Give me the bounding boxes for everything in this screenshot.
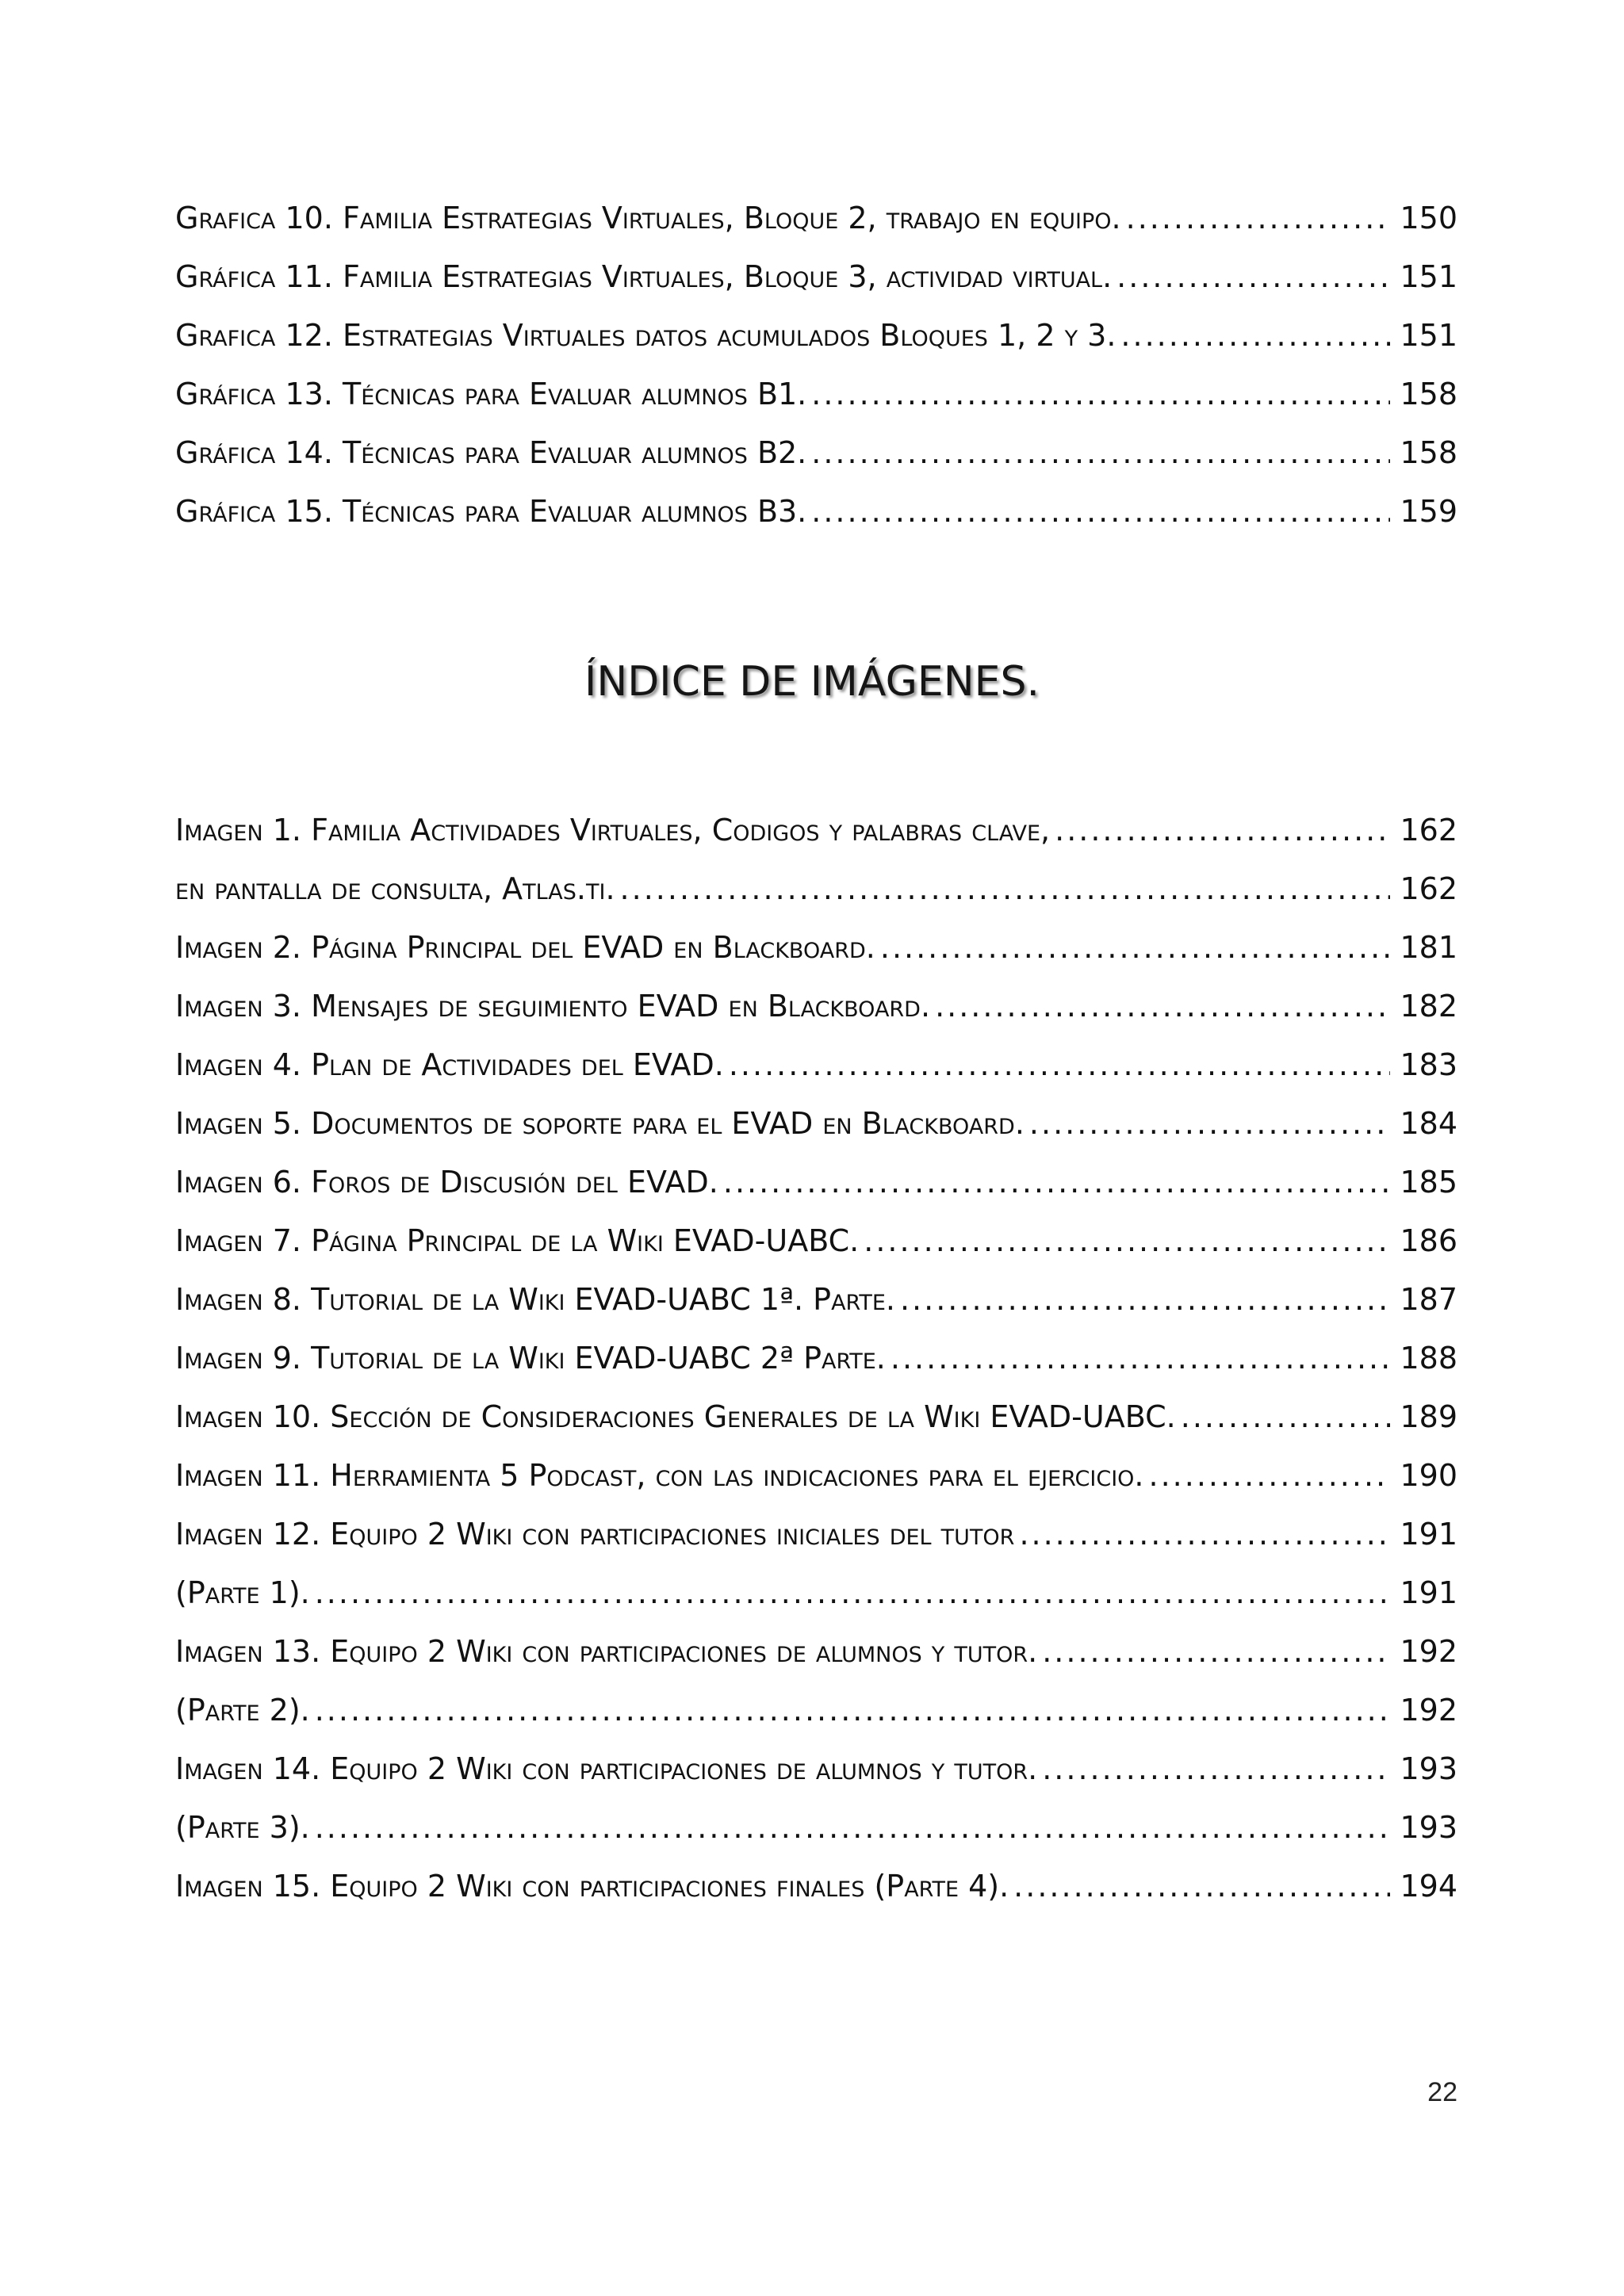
toc-entry-label: Imagen 2. Página Principal del EVAD en Blackboard. <box>175 930 875 965</box>
dot-leader <box>1019 1505 1390 1563</box>
toc-entry-page-number: 193 <box>1400 1751 1457 1786</box>
grafica-entry[interactable] <box>175 306 1457 365</box>
toc-entry-label: Imagen 10. Sección de Consideraciones Generales de la Wiki EVAD-UABC. <box>175 1399 1176 1434</box>
toc-entry-label: Gráfica 14. Técnicas para Evaluar alumnos B2. <box>175 435 807 470</box>
grafica-entry[interactable] <box>175 365 1457 423</box>
toc-entry-page-number: 150 <box>1400 201 1457 235</box>
toc-entry-page-number: 151 <box>1400 259 1457 294</box>
dot-leader <box>864 1211 1390 1270</box>
toc-entry-label: Grafica 10. Familia Estrategias Virtuales, Bloque 2, trabajo en equipo. <box>175 201 1121 235</box>
dot-leader <box>729 1035 1391 1094</box>
grafica-entry[interactable] <box>175 189 1457 247</box>
imagen-entry[interactable] <box>175 801 1457 859</box>
dot-leader <box>811 365 1390 423</box>
imagen-entry[interactable] <box>175 1446 1457 1505</box>
toc-entry-page-number: 190 <box>1400 1458 1457 1493</box>
toc-entry-label: Gráfica 15. Técnicas para Evaluar alumnos B3. <box>175 494 807 529</box>
toc-entry-page-number: 186 <box>1400 1223 1457 1258</box>
dot-leader <box>891 1329 1391 1387</box>
toc-entry-label: (Parte 3). <box>175 1810 310 1845</box>
toc-entry-label: Imagen 5. Documentos de soporte para el EVAD en Blackboard. <box>175 1106 1025 1141</box>
dot-leader <box>880 918 1391 977</box>
toc-entry-page-number: 189 <box>1400 1399 1457 1434</box>
imagen-entry[interactable] <box>175 1681 1457 1739</box>
dot-leader <box>315 1798 1391 1857</box>
toc-entry-label: (Parte 1). <box>175 1575 310 1610</box>
imagen-entry[interactable] <box>175 1035 1457 1094</box>
section-title: ÍNDICE DE IMÁGENES. <box>584 658 1040 706</box>
graficas-index-list <box>175 189 1457 541</box>
toc-entry-label: Grafica 12. Estrategias Virtuales datos acumulados Bloques 1, 2 y 3. <box>175 318 1116 353</box>
toc-entry-page-number: 193 <box>1400 1810 1457 1845</box>
dot-leader <box>620 859 1391 918</box>
toc-entry-label: (Parte 2). <box>175 1693 310 1728</box>
toc-entry-page-number: 192 <box>1400 1693 1457 1728</box>
toc-entry-page-number: 158 <box>1400 435 1457 470</box>
toc-entry-label: Imagen 4. Plan de Actividades del EVAD. <box>175 1047 724 1082</box>
imagen-entry[interactable] <box>175 1211 1457 1270</box>
toc-entry-page-number: 191 <box>1400 1575 1457 1610</box>
imagen-entry[interactable] <box>175 1798 1457 1857</box>
grafica-entry[interactable] <box>175 423 1457 482</box>
toc-entry-page-number: 158 <box>1400 377 1457 411</box>
dot-leader <box>1013 1857 1390 1915</box>
dot-leader <box>315 1563 1391 1622</box>
toc-entry-label: Imagen 13. Equipo 2 Wiki con participaciones de alumnos y tutor. <box>175 1634 1038 1669</box>
toc-entry-page-number: 162 <box>1400 813 1457 848</box>
imagen-entry[interactable] <box>175 1857 1457 1915</box>
toc-entry-page-number: 187 <box>1400 1282 1457 1317</box>
toc-entry-page-number: 181 <box>1400 930 1457 965</box>
dot-leader <box>1120 306 1390 365</box>
toc-entry-page-number: 184 <box>1400 1106 1457 1141</box>
toc-entry-label: Imagen 9. Tutorial de la Wiki EVAD-UABC 2ª Parte. <box>175 1341 886 1376</box>
dot-leader <box>1116 247 1390 306</box>
toc-entry-page-number: 191 <box>1400 1517 1457 1552</box>
dot-leader <box>811 423 1390 482</box>
imagen-entry[interactable] <box>175 918 1457 977</box>
grafica-entry[interactable] <box>175 482 1457 541</box>
dot-leader <box>315 1681 1391 1739</box>
toc-entry-page-number: 159 <box>1400 494 1457 529</box>
imagen-entry[interactable] <box>175 1563 1457 1622</box>
dot-leader <box>1149 1446 1391 1505</box>
dot-leader <box>900 1270 1391 1329</box>
imagen-entry[interactable] <box>175 1622 1457 1681</box>
dot-leader <box>1042 1739 1390 1798</box>
toc-entry-label: Imagen 11. Herramienta 5 Podcast, con las indicaciones para el ejercicio. <box>175 1458 1144 1493</box>
imagen-entry[interactable] <box>175 977 1457 1035</box>
toc-entry-page-number: 182 <box>1400 989 1457 1024</box>
toc-entry-label: Gráfica 13. Técnicas para Evaluar alumnos B1. <box>175 377 807 411</box>
imagen-entry[interactable] <box>175 1505 1457 1563</box>
toc-entry-label: Gráfica 11. Familia Estrategias Virtuales, Bloque 3, actividad virtual. <box>175 259 1113 294</box>
imagen-entry[interactable] <box>175 1329 1457 1387</box>
dot-leader <box>1055 801 1390 859</box>
imagen-entry[interactable] <box>175 1387 1457 1446</box>
toc-entry-label: en pantalla de consulta, Atlas.ti. <box>175 871 615 906</box>
toc-entry-label: Imagen 3. Mensajes de seguimiento EVAD en Blackboard. <box>175 989 931 1024</box>
dot-leader <box>1181 1387 1391 1446</box>
toc-entry-label: Imagen 14. Equipo 2 Wiki con participaciones de alumnos y tutor. <box>175 1751 1038 1786</box>
grafica-entry[interactable] <box>175 247 1457 306</box>
toc-entry-page-number: 183 <box>1400 1047 1457 1082</box>
toc-entry-label: Imagen 8. Tutorial de la Wiki EVAD-UABC 1ª. Parte. <box>175 1282 895 1317</box>
toc-entry-page-number: 192 <box>1400 1634 1457 1669</box>
toc-entry-label: Imagen 6. Foros de Discusión del EVAD. <box>175 1165 718 1200</box>
imagen-entry[interactable] <box>175 1153 1457 1211</box>
toc-entry-page-number: 162 <box>1400 871 1457 906</box>
dot-leader <box>1029 1094 1391 1153</box>
toc-entry-page-number: 188 <box>1400 1341 1457 1376</box>
toc-entry-page-number: 185 <box>1400 1165 1457 1200</box>
toc-entry-label: Imagen 15. Equipo 2 Wiki con participaciones finales (Parte 4). <box>175 1869 1009 1904</box>
imagenes-index-list <box>175 801 1457 1915</box>
dot-leader <box>811 482 1390 541</box>
toc-entry-label: Imagen 1. Familia Actividades Virtuales, Codigos y palabras clave, <box>175 813 1051 848</box>
imagen-entry[interactable] <box>175 1739 1457 1798</box>
dot-leader <box>935 977 1390 1035</box>
toc-entry-page-number: 194 <box>1400 1869 1457 1904</box>
toc-entry-page-number: 151 <box>1400 318 1457 353</box>
page-number: 22 <box>1427 2077 1457 2107</box>
dot-leader <box>723 1153 1391 1211</box>
toc-entry-label: Imagen 12. Equipo 2 Wiki con participaciones iniciales del tutor <box>175 1517 1015 1552</box>
toc-entry-label: Imagen 7. Página Principal de la Wiki EVAD-UABC. <box>175 1223 860 1258</box>
dot-leader <box>1042 1622 1390 1681</box>
dot-leader <box>1126 189 1391 247</box>
imagen-entry[interactable] <box>175 1094 1457 1153</box>
imagen-entry[interactable] <box>175 859 1457 918</box>
imagen-entry[interactable] <box>175 1270 1457 1329</box>
